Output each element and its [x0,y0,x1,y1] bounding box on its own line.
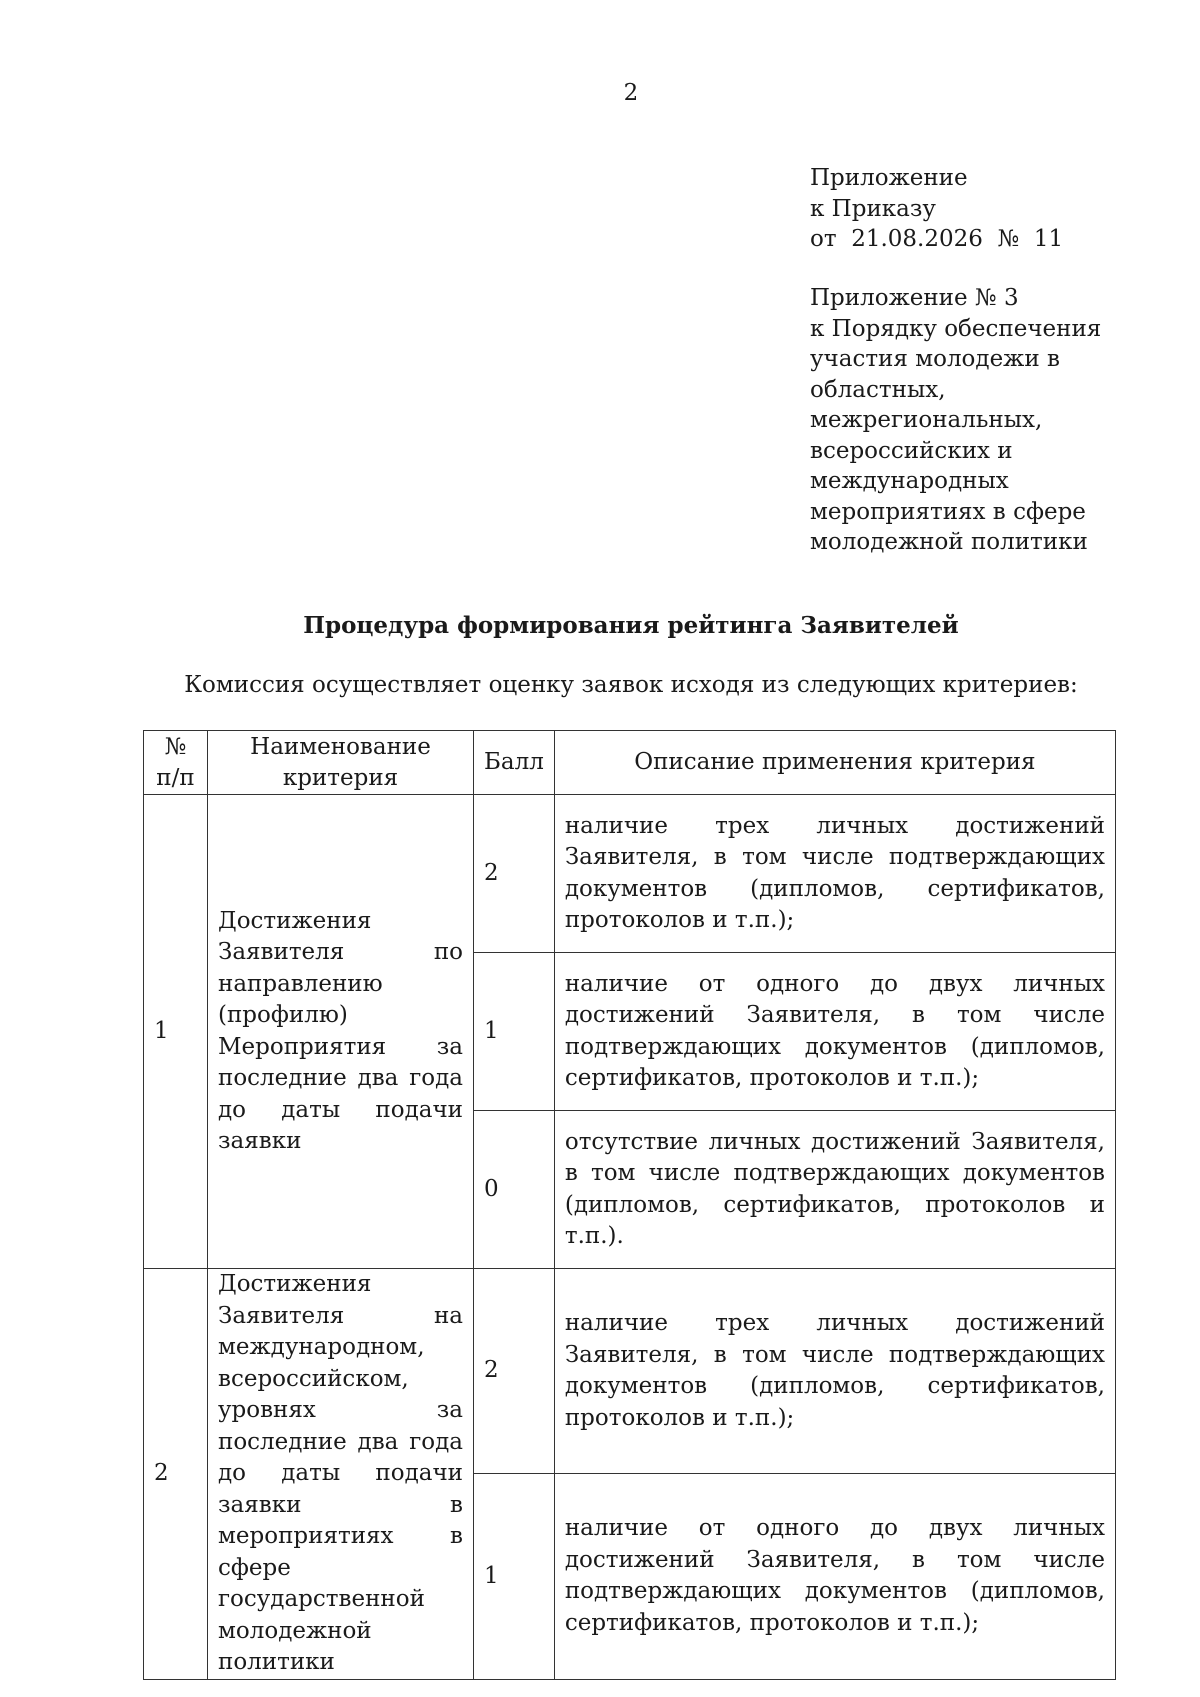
annex-order-line: Приложение [810,165,968,191]
criterion-name: Достижения Заявителя по направлению (профилю) Мероприятия за последние два года до даты подачи заявки [208,795,474,1269]
criteria-table [143,730,1116,1680]
criterion-description: наличие от одного до двух личных достижений Заявителя, в том числе подтверждающих документов (дипломов, сертификатов, протоколов и т.п.); [554,1474,1115,1679]
annex-order-reference [810,163,1110,255]
criterion-score: 2 [474,795,555,953]
annex-procedure-line: всероссийских и [810,437,1013,464]
annex-procedure-line: областных, [810,376,946,403]
criterion-score: 0 [474,1111,555,1269]
criterion-name: Достижения Заявителя на международном, всероссийском, уровнях за последние два года до даты подачи заявки в мероприятиях в сфере государственной молодежной политики [208,1269,474,1680]
criterion-score: 1 [474,953,555,1111]
annex-procedure-line: мероприятиях в сфере [810,498,1086,525]
criterion-number: 2 [144,1269,208,1680]
table-row [144,1269,1116,1474]
criterion-description: наличие от одного до двух личных достижений Заявителя, в том числе подтверждающих документов (дипломов, сертификатов, протоколов и т.п.); [554,953,1115,1111]
header-description: Описание применения критерия [554,731,1115,795]
annex-procedure-line: международных [810,468,1009,494]
criterion-score: 1 [474,1474,555,1679]
criterion-description: наличие трех личных достижений Заявителя, в том числе подтверждающих документов (дипломов, сертификатов, протоколов и т.п.); [554,1269,1115,1474]
table-row [144,795,1116,953]
document-title: Процедура формирования рейтинга Заявителей [303,612,959,639]
annex-procedure-line: молодежной политики [810,529,1088,555]
annex-procedure-line: участия молодежи в [810,346,1060,372]
annex-procedure-line: Приложение № 3 [810,285,1019,311]
criterion-description: отсутствие личных достижений Заявителя, в том числе подтверждающих документов (дипломов, сертификатов, протоколов и т.п.). [554,1111,1115,1269]
annex-procedure-reference [810,283,1110,558]
annex-order-line: от 21.08.2026 № 11 [810,226,1064,252]
annex-procedure-line: межрегиональных, [810,407,1043,433]
header-num: № п/п [144,731,208,795]
annex-procedure-line: к Порядку обеспечения [810,315,1102,342]
page-number: 2 [623,80,639,106]
document-intro: Комиссия осуществляет оценку заявок исходя из следующих критериев: [184,672,1078,698]
annex-order-line: к Приказу [810,195,936,222]
table-header-row [144,731,1116,795]
criterion-number: 1 [144,795,208,1269]
criterion-score: 2 [474,1269,555,1474]
header-name: Наименование критерия [208,731,474,795]
criterion-description: наличие трех личных достижений Заявителя, в том числе подтверждающих документов (дипломов, сертификатов, протоколов и т.п.); [554,795,1115,953]
header-score: Балл [474,731,555,795]
